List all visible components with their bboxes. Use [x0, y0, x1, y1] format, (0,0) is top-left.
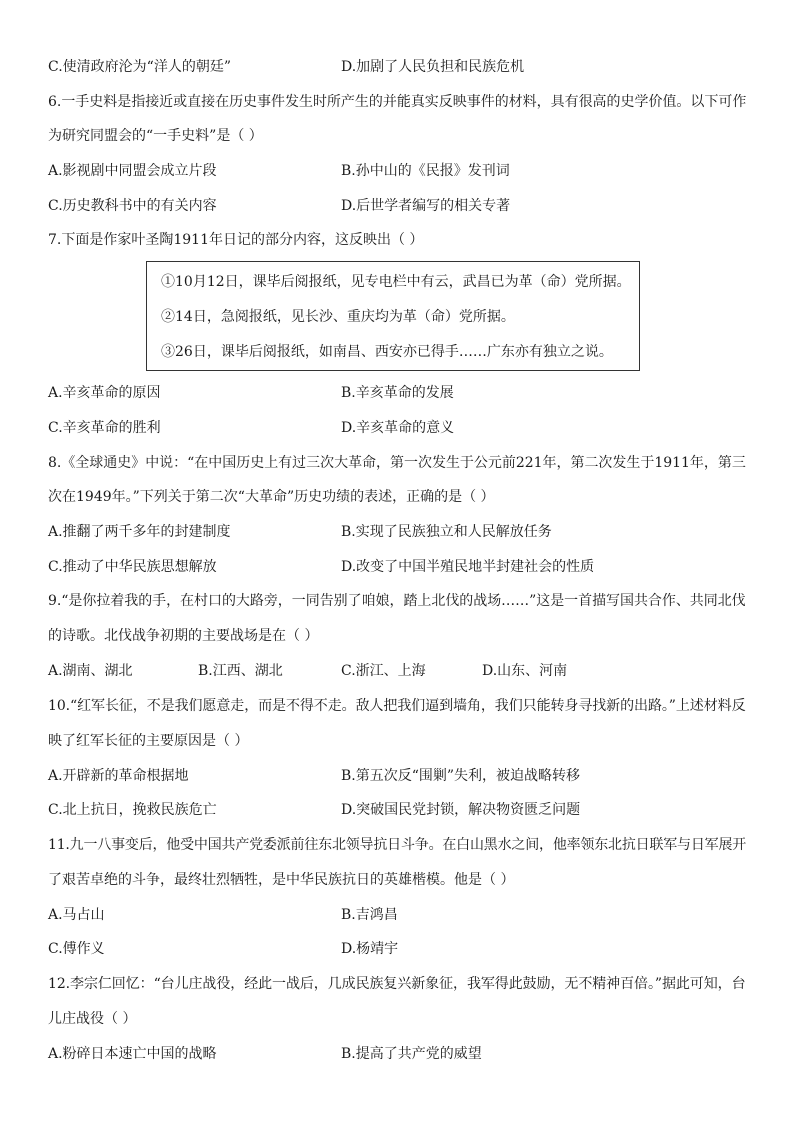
q10-option-b: B.第五次反“围剿”失利，被迫战略转移: [341, 768, 581, 784]
q7-option-a: A.辛亥革命的原因: [48, 385, 161, 401]
q12-stem-line1: 12.李宗仁回忆：“台儿庄战役，经此一战后，几成民族复兴新象征，我军得此鼓励，无不精神百倍。”据此可知，台: [48, 976, 746, 992]
q9-stem-line1: 9.“是你拉着我的手，在村口的大路旁，一同告别了咱娘，踏上北伐的战场……”这是一首描写国共合作、共同北伐: [48, 593, 746, 609]
q10-stem-line2: 映了红军长征的主要原因是（ ）: [48, 733, 249, 749]
q10-option-d: D.突破国民党封锁，解决物资匮乏问题: [341, 802, 581, 818]
q11-option-d: D.杨靖宇: [341, 941, 399, 957]
q8-stem-line2: 次在1949年。”下列关于第二次“大革命”历史功绩的表述，正确的是（ ）: [48, 489, 495, 505]
q7-option-b: B.辛亥革命的发展: [341, 385, 454, 401]
q8-option-b: B.实现了民族独立和人民解放任务: [341, 524, 552, 540]
q6-option-d: D.后世学者编写的相关专著: [341, 198, 511, 214]
q6-option-b: B.孙中山的《民报》发刊词: [341, 163, 510, 179]
q7-option-d: D.辛亥革命的意义: [341, 420, 455, 436]
q10-option-c: C.北上抗日，挽救民族危亡: [48, 802, 217, 818]
q11-option-b: B.吉鸿昌: [341, 907, 398, 923]
q9-option-d: D.山东、河南: [482, 663, 568, 679]
q6-stem-line1: 6.一手史料是指接近或直接在历史事件发生时所产生的并能真实反映事件的材料，具有很高的史学价值。以下可作: [48, 94, 747, 110]
q8-option-c: C.推动了中华民族思想解放: [48, 559, 217, 575]
q7-stem: 7.下面是作家叶圣陶1911年日记的部分内容，这反映出（ ）: [48, 232, 424, 248]
q8-option-d: D.改变了中国半殖民地半封建社会的性质: [341, 559, 595, 575]
q9-option-a: A.湖南、湖北: [48, 663, 133, 679]
q11-option-a: A.马占山: [48, 907, 105, 923]
q7-option-c: C.辛亥革命的胜利: [48, 420, 161, 436]
q7-diary-entry-1: ①10月12日，课毕后阅报纸，见专电栏中有云，武昌已为革（命）党所据。: [161, 274, 631, 290]
q9-option-b: B.江西、湖北: [198, 663, 283, 679]
q9-stem-line2: 的诗歌。北伐战争初期的主要战场是在（ ）: [48, 628, 319, 644]
q8-stem-line1: 8.《全球通史》中说：“在中国历史上有过三次大革命，第一次发生于公元前221年，第二次发生于1911年，第三: [48, 455, 746, 471]
q6-option-a: A.影视剧中同盟会成立片段: [48, 163, 217, 179]
q7-diary-box: [146, 261, 640, 371]
q6-option-c: C.历史教科书中的有关内容: [48, 198, 217, 214]
q8-option-a: A.推翻了两千多年的封建制度: [48, 524, 231, 540]
q12-option-b: B.提高了共产党的威望: [341, 1046, 482, 1062]
q12-option-a: A.粉碎日本速亡中国的战略: [48, 1046, 217, 1062]
q12-stem-line2: 儿庄战役（ ）: [48, 1011, 137, 1027]
q11-option-c: C.傅作义: [48, 941, 105, 957]
q11-stem-line2: 了艰苦卓绝的斗争，最终壮烈牺牲，是中华民族抗日的英雄楷模。他是（ ）: [48, 872, 515, 888]
q9-option-c: C.浙江、上海: [341, 663, 426, 679]
q10-option-a: A.开辟新的革命根据地: [48, 768, 189, 784]
q7-diary-entry-2: ②14日，急阅报纸，见长沙、重庆均为革（命）党所据。: [161, 309, 515, 325]
q7-diary-entry-3: ③26日，课毕后阅报纸，如南昌、西安亦已得手……广东亦有独立之说。: [161, 344, 613, 360]
q11-stem-line1: 11.九一八事变后，他受中国共产党委派前往东北领导抗日斗争。在白山黑水之间，他率领东北抗日联军与日军展开: [48, 837, 747, 853]
q5-option-d: D.加剧了人民负担和民族危机: [341, 59, 525, 75]
q10-stem-line1: 10.“红军长征，不是我们愿意走，而是不得不走。敌人把我们逼到墙角，我们只能转身寻找新的出路。”上述材料反: [48, 698, 746, 714]
q6-stem-line2: 为研究同盟会的“一手史料”是（ ）: [48, 128, 263, 144]
q5-option-c: C.使清政府沦为“洋人的朝廷”: [48, 59, 231, 75]
